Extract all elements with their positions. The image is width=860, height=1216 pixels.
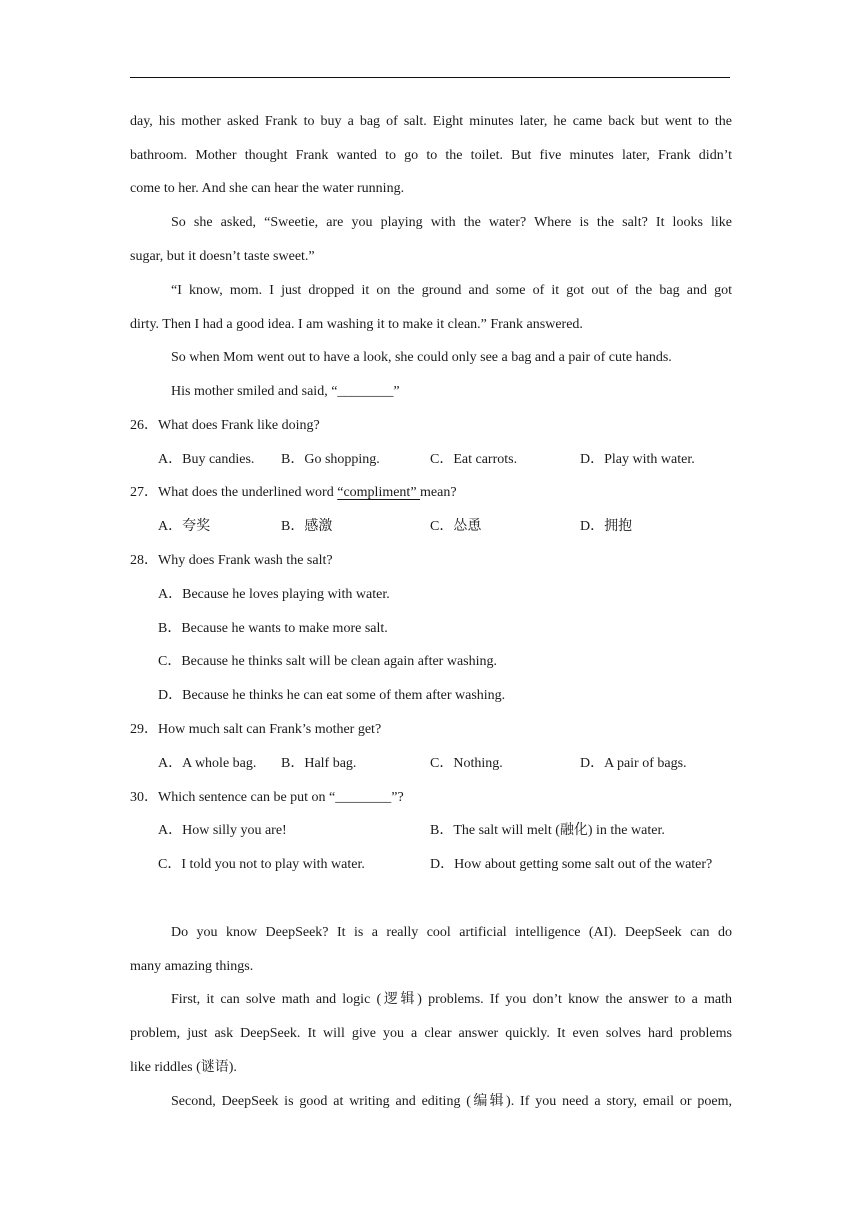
passage1-line-1: day, his mother asked Frank to buy a bag of salt. Eight minutes later, he came back but went to the: [130, 114, 732, 129]
passage2-line-1: Do you know DeepSeek? It is a really cool artificial intelligence (AI). DeepSeek can do: [171, 925, 732, 940]
question-26-option-a: A．Buy candies.: [158, 452, 255, 467]
question-28-option-a: A．Because he loves playing with water.: [158, 587, 390, 602]
question-29-option-a: A．A whole bag.: [158, 756, 257, 771]
question-30-option-c: C．I told you not to play with water.: [158, 857, 365, 872]
question-28-option-d: D．Because he thinks he can eat some of them after washing.: [158, 688, 506, 703]
question-27-stem-start: 27．What does the underlined word: [130, 485, 338, 500]
question-29-option-c: C．Nothing.: [430, 756, 503, 771]
question-30-option-a: A．How silly you are!: [158, 823, 287, 838]
passage2-line-6: Second, DeepSeek is good at writing and editing (编辑). If you need a story, email or poem,: [171, 1094, 732, 1109]
question-27-stem-end: mean?: [420, 485, 457, 500]
question-28-option-b: B．Because he wants to make more salt.: [158, 621, 388, 636]
passage2-line-4: problem, just ask DeepSeek. It will give you a clear answer quickly. It even solves hard problems: [130, 1026, 732, 1041]
question-30-stem: 30．Which sentence can be put on “________”?: [130, 790, 404, 805]
passage1-line-7: dirty. Then I had a good idea. I am washing it to make it clean.” Frank answered.: [130, 317, 583, 332]
question-26-option-b: B．Go shopping.: [281, 452, 380, 467]
passage2-line-5: like riddles (谜语).: [130, 1060, 237, 1075]
passage2-line-2: many amazing things.: [130, 959, 254, 974]
header-rule: [130, 77, 730, 78]
passage1-line-2: bathroom. Mother thought Frank wanted to go to the toilet. But five minutes later, Frank didn’t: [130, 148, 732, 163]
question-29-option-d: D．A pair of bags.: [580, 756, 687, 771]
question-28-option-c: C．Because he thinks salt will be clean again after washing.: [158, 654, 498, 669]
question-26-stem: 26．What does Frank like doing?: [130, 418, 320, 433]
question-26-option-c: C．Eat carrots.: [430, 452, 518, 467]
question-26-option-d: D．Play with water.: [580, 452, 695, 467]
underlined-word: “compliment”: [337, 485, 421, 500]
passage1-line-9: His mother smiled and said, “________”: [171, 384, 400, 399]
question-27-option-c: C．怂恿: [430, 519, 482, 534]
question-28-stem: 28．Why does Frank wash the salt?: [130, 553, 333, 568]
question-27-option-b: B．感激: [281, 519, 333, 534]
question-30-option-d: D．How about getting some salt out of the water?: [430, 857, 713, 872]
question-27-stem: [130, 484, 457, 502]
question-30-option-b: B．The salt will melt (融化) in the water.: [430, 823, 665, 838]
passage1-line-8: So when Mom went out to have a look, she could only see a bag and a pair of cute hands.: [171, 350, 672, 365]
passage1-line-3: come to her. And she can hear the water running.: [130, 181, 405, 196]
question-27-option-d: D．拥抱: [580, 519, 633, 534]
passage1-line-4: So she asked, “Sweetie, are you playing with the water? Where is the salt? It looks like: [171, 215, 732, 230]
passage2-line-3: First, it can solve math and logic (逻辑) problems. If you don’t know the answer to a math: [171, 992, 732, 1007]
question-29-option-b: B．Half bag.: [281, 756, 357, 771]
passage1-line-6: “I know, mom. I just dropped it on the ground and some of it got out of the bag and got: [171, 283, 732, 298]
question-27-option-a: A．夸奖: [158, 519, 211, 534]
passage1-line-5: sugar, but it doesn’t taste sweet.”: [130, 249, 315, 264]
question-29-stem: 29．How much salt can Frank’s mother get?: [130, 722, 382, 737]
